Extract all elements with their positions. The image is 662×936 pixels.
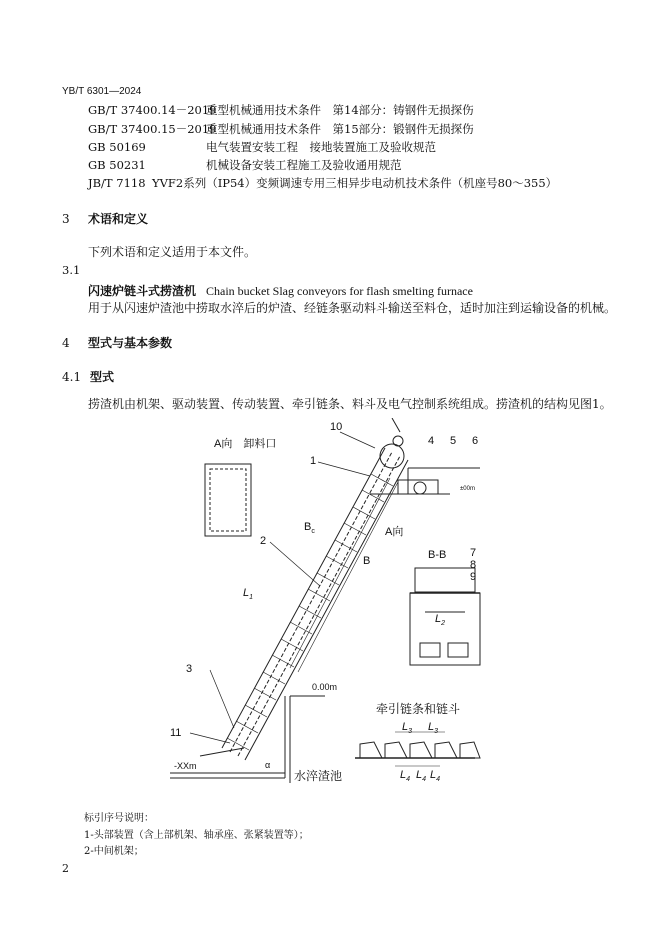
leader-lines xyxy=(190,432,375,743)
reference-item: GB 50169 电气装置安装工程 接地装置施工及验收规范 xyxy=(88,140,436,154)
dim-l1: $L_1$ xyxy=(243,587,254,601)
callout: 7 xyxy=(470,547,477,559)
reference-item: JB/T 7118 YVF2系列（IP54）变频调速专用三相异步电动机技术条件（机座号80～355） xyxy=(88,176,558,190)
callout: 9 xyxy=(470,571,477,583)
callout: 1 xyxy=(310,455,317,467)
section-heading: 4 型式与基本参数 xyxy=(62,336,173,350)
term-definition: 用于从闪速炉渣池中捞取水淬后的炉渣、经链条驱动料斗输送至料仓，适时加注到运输设备的机械。 xyxy=(88,301,617,315)
legend-item: 2-中间机架； xyxy=(84,846,144,857)
page-number: 2 xyxy=(62,862,69,875)
dim-l4: $L_4$ xyxy=(430,769,441,783)
reference-item: GB 50231 机械设备安装工程施工及验收通用规范 xyxy=(88,158,402,172)
dim-l3: $L_3$ xyxy=(402,721,413,735)
callout: 5 xyxy=(450,435,457,447)
b-label: B xyxy=(363,555,371,567)
term-title: 闪速炉链斗式捞渣机 Chain bucket Slag conveyors for flash smelting furnace xyxy=(88,284,473,298)
term-number: 3.1 xyxy=(62,263,81,277)
chain-buckets xyxy=(355,732,480,766)
discharge-port-view xyxy=(205,464,251,536)
callout: 6 xyxy=(472,435,479,447)
section-intro: 下列术语和定义适用于本文件。 xyxy=(88,245,257,259)
elevation-bottom: -XXm xyxy=(174,761,197,771)
paragraph: 捞渣机由机架、驱动装置、传动装置、牵引链条、料斗及电气控制系统组成。捞渣机的结构见图1。 xyxy=(88,397,612,411)
callout: 4 xyxy=(428,435,435,447)
callout: 3 xyxy=(186,663,193,675)
reference-item: GB/T 37400.15－2019重型机械通用技术条件 第15部分：锻钢件无损探伤 xyxy=(88,122,474,136)
callout: 8 xyxy=(470,559,477,571)
legend-item: 1-头部装置（含上部机架、轴承座、张紧装置等）； xyxy=(84,830,309,841)
dim-l2: $L_2$ xyxy=(435,613,446,627)
bb-label: B-B xyxy=(428,549,447,561)
section-heading: 3 术语和定义 xyxy=(62,212,149,226)
subsection-heading: 4.1 型式 xyxy=(62,370,115,384)
bc-label: $B_c$ xyxy=(304,521,315,535)
conveyor-figure xyxy=(170,418,500,798)
elevation-top: 0.00m xyxy=(312,682,338,692)
dim-l4: $L_4$ xyxy=(400,769,411,783)
callout: 11 xyxy=(170,727,182,739)
chain-label: 牵引链条和链斗 xyxy=(376,702,461,716)
dim-l4: $L_4$ xyxy=(416,769,427,783)
callout: 10 xyxy=(330,421,343,433)
pool-label: 水淬渣池 xyxy=(294,769,343,783)
bucket-marks xyxy=(227,474,393,750)
view-a-arrow-label: A向 xyxy=(385,526,404,538)
reference-item: GB/T 37400.14－2019重型机械通用技术条件 第14部分：铸钢件无损探伤 xyxy=(88,103,474,117)
elevation-head: ±00m xyxy=(460,486,475,492)
callout: 2 xyxy=(260,535,267,547)
legend-title: 标引序号说明： xyxy=(84,813,154,824)
view-a-label: A向 卸料口 xyxy=(214,438,277,450)
alpha-label: α xyxy=(265,760,271,770)
dim-l3: $L_3$ xyxy=(428,721,439,735)
doc-code: YB/T 6301—2024 xyxy=(62,86,142,97)
